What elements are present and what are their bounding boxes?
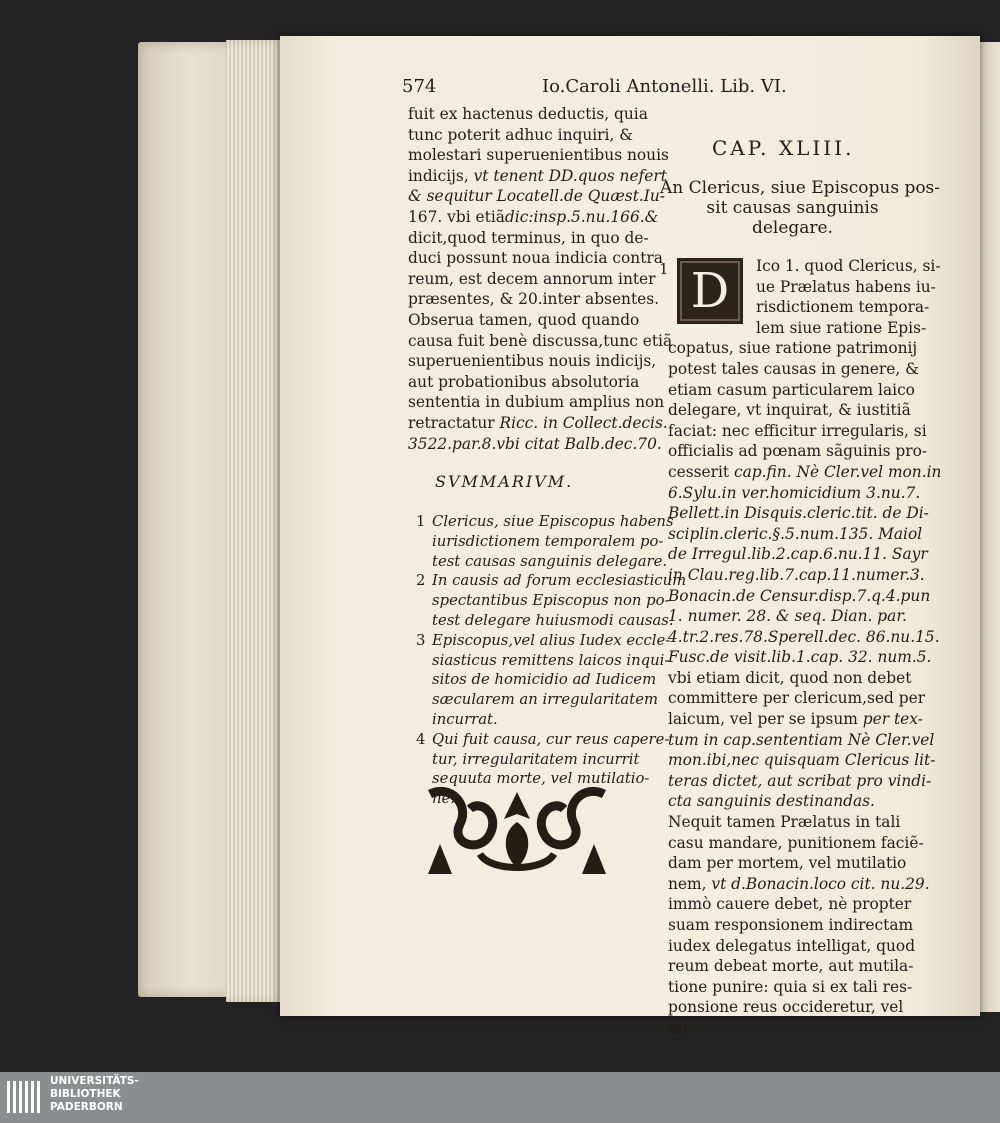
text-line [668, 277, 936, 298]
summarium-text: Qui fuit causa, cur reus capere- [432, 730, 670, 748]
italic-citation: dic:insp.5.nu.166.& [504, 207, 659, 226]
roman-text: suam responsionem indirectam [668, 916, 914, 934]
summarium-line [416, 552, 666, 572]
italic-citation: sciplin.cleric.§.5.num.135. Maiol [668, 524, 923, 543]
roman-text: tunc poterit adhuc inquiri, & [408, 125, 633, 144]
library-name-line: UNIVERSITÄTS- [50, 1075, 139, 1087]
chapter-subtitle-line: sit causas sanguinis [706, 198, 879, 218]
text-line [668, 977, 928, 998]
roman-text: immò cauere debet, nè propter [668, 895, 912, 914]
italic-citation: Bonacin.de Censur.disp.7.q.4.pun [668, 586, 931, 605]
italic-citation: vt tenent DD.quos nefert [473, 166, 667, 185]
roman-text: Obserua tamen, quod quando [408, 310, 640, 329]
text-line [408, 207, 658, 228]
text-line [668, 833, 928, 854]
summarium-list [416, 512, 687, 809]
chapter-title: CAP. XLIII. [712, 136, 855, 160]
summarium-number: 1 [416, 513, 426, 530]
summarium-text: Clericus, siue Episcopus habens [432, 513, 674, 530]
marginal-number: 1 [659, 260, 669, 278]
roman-text: duci possunt noua indicia contra [408, 249, 663, 268]
text-line [668, 400, 928, 421]
roman-text: officialis ad pœnam sãguinis pro- [668, 442, 928, 461]
library-logo-icon [6, 1078, 42, 1116]
text-line [668, 997, 928, 1018]
text-line [408, 413, 668, 434]
summarium-line [416, 591, 670, 611]
library-name-line: BIBLIOTHEK [50, 1088, 121, 1100]
text-line [408, 331, 673, 352]
chapter-subtitle [660, 178, 941, 238]
roman-text: iudex delegatus intelligat, quod [668, 936, 916, 955]
roman-text: nem, [668, 874, 712, 893]
text-line [668, 338, 928, 359]
text-line [668, 688, 928, 709]
summarium-line [416, 750, 666, 770]
summarium-text: sæcularem an irregularitatem [432, 691, 658, 709]
text-line [408, 392, 665, 413]
summarium-text: Episcopus,vel alius Iudex eccle- [432, 631, 671, 649]
summarium-number: 3 [416, 631, 426, 649]
text-line [408, 269, 658, 290]
summarium-line [416, 710, 666, 730]
italic-citation: & sequitur Locatell.de Quæst.Iu- [408, 187, 665, 206]
italic-citation: cta sanguinis destinandas. [668, 792, 875, 811]
woodcut-ornament [420, 784, 614, 876]
roman-text: tione punire: quia si ex tali res- [668, 977, 913, 996]
summarium-text: sequuta morte, vel mutilatio- [432, 770, 650, 788]
text-line [408, 228, 658, 249]
roman-text: copatus, siue ratione patrimonij [668, 339, 918, 358]
summarium-number: 4 [416, 730, 426, 748]
page-number: 574 [402, 76, 437, 97]
italic-citation: per tex- [862, 710, 923, 729]
text-line [668, 297, 928, 318]
roman-text: dicit,quod terminus, in quo de- [408, 228, 649, 247]
italic-citation: 1. numer. 28. & seq. Dian. par. [668, 607, 907, 626]
right-column-text [668, 256, 942, 1039]
roman-text: dam per mortem, vel mutilatio [668, 854, 907, 873]
summarium-number: 2 [416, 572, 426, 590]
italic-citation: de Irregul.lib.2.cap.6.nu.11. Sayr [668, 545, 928, 564]
italic-citation: 6.Sylu.in ver.homicidium 3.nu.7. [668, 483, 921, 502]
text-line [668, 812, 928, 833]
summarium-text: test causas sanguinis delegare. [432, 552, 668, 570]
roman-text: committere per clericum,sed per [668, 689, 926, 708]
italic-citation: Fusc.de visit.lib.1.cap. 32. num.5. [668, 648, 932, 667]
roman-text: delegare, vt inquirat, & iustitiã [668, 401, 911, 420]
text-line [408, 434, 662, 455]
roman-text: superuenientibus nouis indicijs, [408, 352, 657, 371]
text-line [668, 524, 928, 545]
summarium-line [416, 651, 670, 671]
roman-text: præsentes, & 20.inter absentes. [408, 290, 660, 309]
text-line [668, 421, 928, 442]
italic-citation: 3522.par.8.vbi citat Balb.dec.70. [408, 434, 662, 453]
library-name [50, 1075, 139, 1114]
chapter-subtitle-line: An Clericus, siue Episcopus pos- [660, 178, 941, 198]
text-line [668, 894, 928, 915]
summarium-text: test delegare huiusmodi causas. [432, 611, 674, 629]
summarium-text: iurisdictionem temporalem po- [432, 532, 664, 550]
roman-text: retractatur [408, 413, 500, 432]
text-line [408, 166, 667, 187]
text-line [668, 668, 928, 689]
summarium-line [416, 532, 666, 552]
roman-text: vbi etiam dicit, quod non debet [668, 668, 912, 687]
text-line [668, 709, 928, 730]
roman-text: Ico 1. quod Clericus, si- [756, 257, 941, 275]
roman-text: laicum, vel per se ipsum [668, 710, 863, 729]
text-line [408, 104, 658, 125]
text-line [668, 565, 928, 586]
text-line [408, 125, 658, 146]
italic-citation: Ricc. in Collect.decis. [499, 413, 668, 432]
text-line [668, 544, 928, 565]
summarium-text: ne. [432, 790, 455, 808]
summarium-line [416, 512, 674, 532]
italic-citation: tum in cap.sententiam Nè Cler.vel [668, 730, 935, 749]
summarium-text: sitos de homicidio ad Iudicem [432, 671, 657, 689]
text-line [408, 351, 658, 372]
page-edges [226, 40, 286, 1002]
roman-text: reum, est decem annorum inter [408, 269, 656, 288]
left-column-text [408, 104, 673, 454]
roman-text: indicijs, [408, 166, 474, 185]
text-line [668, 1018, 928, 1039]
roman-text: aut probationibus absolutoria [408, 372, 640, 391]
roman-text: casu mandare, punitionem faciẽ- [668, 833, 924, 852]
roman-text: potest tales causas in genere, & [668, 359, 919, 378]
text-line [668, 874, 928, 895]
roman-text: lem siue ratione Epis- [756, 318, 927, 337]
book-page [280, 36, 980, 1037]
roman-text: faciat: nec efficitur irregularis, si [668, 421, 927, 440]
italic-citation: in Clau.reg.lib.7.cap.11.numer.3. [668, 565, 925, 584]
roman-text: risdictionem tempora- [756, 298, 930, 317]
text-line [668, 318, 928, 339]
text-line [668, 853, 928, 874]
summarium-text: incurrat. [432, 710, 498, 728]
roman-text: cesserit [668, 462, 734, 481]
text-line [668, 380, 928, 401]
text-line [668, 606, 928, 627]
summarium-text: tur, irregularitatem incurrit [432, 750, 640, 768]
italic-citation: mon.ibi,nec quisquam Clericus lit- [668, 751, 936, 770]
text-line [668, 462, 942, 483]
running-title: Io.Caroli Antonelli. Lib. VI. [542, 76, 787, 97]
roman-text: Nequit tamen Prælatus in tali [668, 813, 901, 832]
italic-citation: vt d.Bonacin.loco cit. nu.29. [711, 874, 930, 893]
roman-text: causa fuit benè discussa,tunc etiã [408, 331, 673, 350]
text-line [668, 256, 941, 277]
italic-citation: cap.fin. Nè Cler.vel mon.in [734, 462, 942, 481]
text-line [408, 186, 665, 207]
text-line [668, 483, 928, 504]
text-line [408, 310, 658, 331]
text-line [668, 627, 940, 648]
roman-text: sententia in dubium amplius non [408, 393, 665, 412]
text-line [408, 145, 669, 166]
text-line [668, 503, 928, 524]
text-line [668, 771, 932, 792]
text-line [408, 289, 658, 310]
roman-text: etiam casum particularem laico [668, 380, 915, 399]
summarium-line [416, 571, 687, 591]
text-line [408, 372, 658, 393]
text-line [668, 750, 936, 771]
text-line [668, 956, 928, 977]
text-line [668, 359, 928, 380]
text-line [668, 915, 928, 936]
summarium-title: SVMMARIVM. [435, 472, 574, 491]
text-line [668, 791, 928, 812]
text-line [668, 730, 935, 751]
roman-text: ponsione reus occideretur, vel [668, 998, 904, 1017]
text-line [668, 936, 928, 957]
roman-text: 167. vbi etiã [408, 207, 505, 226]
text-line [668, 586, 931, 607]
italic-citation: Bellett.in Disquis.cleric.tit. de Di- [668, 504, 929, 523]
roman-text: reum debeat morte, aut mutila- [668, 957, 914, 976]
text-line [668, 441, 928, 462]
summarium-text: spectantibus Episcopus non po- [432, 592, 670, 610]
italic-citation: teras dictet, aut scribat pro vindi- [668, 771, 932, 790]
italic-citation: 4.tr.2.res.78.Sperell.dec. 86.nu.15. [668, 627, 940, 646]
roman-text: mu- [668, 1018, 698, 1037]
chapter-subtitle-line: delegare. [751, 218, 834, 238]
drop-cap-initial: D [677, 258, 743, 324]
roman-text: fuit ex hactenus deductis, quia [408, 105, 648, 123]
library-footer-bar [0, 1072, 1000, 1123]
summarium-text: siasticus remittens laicos inqui- [432, 651, 670, 669]
roman-text: molestari superuenientibus nouis [408, 146, 669, 165]
summarium-text: In causis ad forum ecclesiasticum [432, 572, 687, 590]
text-line [668, 647, 932, 668]
text-line [408, 248, 663, 269]
roman-text: ue Prælatus habens iu- [756, 277, 936, 296]
summarium-line [416, 690, 666, 710]
summarium-line [416, 611, 674, 631]
summarium-line [416, 730, 670, 750]
summarium-line [416, 631, 671, 651]
library-name-line: PADERBORN [50, 1101, 123, 1113]
summarium-line [416, 670, 666, 690]
